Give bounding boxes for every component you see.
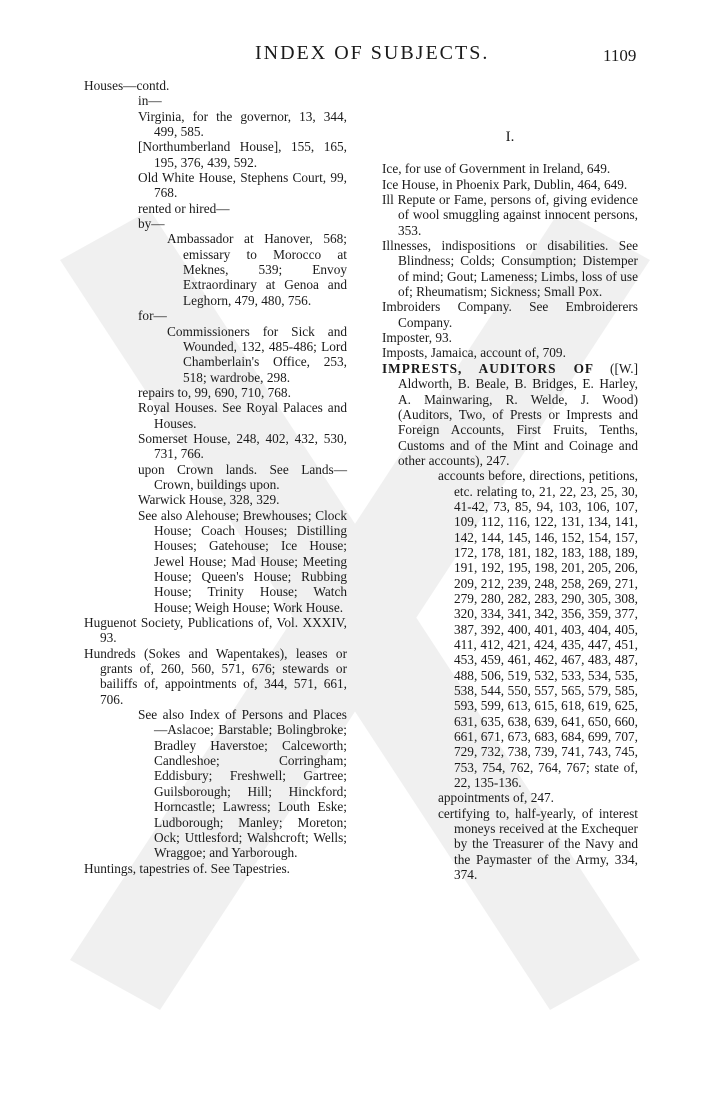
index-entry: Commissioners for Sick and Wounded, 132, 485-486; Lord Chamberlain's Office, 253, 518; wardrobe, 298. (167, 323, 347, 385)
index-entry: Somerset House, 248, 402, 432, 530, 731, 766. (138, 430, 347, 462)
right-entries (382, 161, 638, 882)
index-entry: Ice, for use of Government in Ireland, 649. (382, 161, 611, 177)
running-title: INDEX OF SUBJECTS. (255, 42, 490, 64)
index-entry: Imbroiders Company. See Embroiderers Company. (382, 299, 638, 330)
index-entry: Ice House, in Phoenix Park, Dublin, 464, 649. (382, 176, 628, 192)
index-entry: Old White House, Stephens Court, 99, 768. (138, 170, 347, 201)
index-entry: certifying to, half-yearly, of interest moneys received at the Exchequer by the Treasurer of the Navy and the Paymaster of the Army, 334, 374. (438, 805, 638, 883)
left-column (84, 78, 347, 876)
index-entry-text: ([W.] Aldworth, B. Beale, B. Bridges, E. Harley, A. Mainwaring, R. Welde, J. Wood) (Auditors, Two, of Prests or Imprests and Foreign Accounts, First Fruits, Tenths, Customs and of the Mint and Coinage and other accounts), 247. (398, 360, 638, 468)
index-entry: Ill Repute or Fame, persons of, giving evidence of wool smuggling against innocent persons, 353. (382, 192, 638, 238)
index-entry: by— (138, 216, 165, 232)
index-entry: upon Crown lands. See Lands—Crown, buildings upon. (138, 461, 347, 492)
index-entry: Imposter, 93. (382, 330, 453, 346)
index-entry: [Northumberland House], 155, 165, 195, 376, 439, 592. (138, 139, 347, 170)
index-entry: for— (138, 308, 167, 324)
index-entry: Huntings, tapestries of. See Tapestries. (84, 860, 290, 876)
index-entry (382, 361, 638, 468)
right-column (382, 78, 638, 883)
index-entry: Hundreds (Sokes and Wapentakes), leases or grants of, 260, 560, 571, 676; stewards or bailiffs of, appointments of, 344, 571, 661, 706. (84, 645, 347, 707)
index-entry: in— (138, 93, 162, 109)
index-heading: IMPRESTS, AUDITORS OF (382, 360, 595, 376)
index-entry: Houses—contd. (84, 78, 170, 93)
index-entry: See also Index of Persons and Places—Aslacoe; Barstable; Bolingbroke; Bradley Haverstoe; Calceworth; Candleshoe; Corringham; Eddisbury; Freshwell; Gartree; Guilsborough; Hill; Hinckford; Horncastle; Lawress; Louth Eske; Ludborough; Manley; Moreton; Ock; Uttlesford; Walshcroft; Wells; Wraggoe; and Yarborough. (138, 707, 347, 861)
page-number: 1109 (603, 46, 637, 65)
index-entry: Virginia, for the governor, 13, 344, 499, 585. (138, 108, 347, 140)
index-entry: accounts before, directions, petitions, etc. relating to, 21, 22, 23, 25, 30, 41-42, 73, 85, 94, 103, 106, 107, 109, 112, 116, 122, 131, 134, 141, 142, 144, 145, 146, 152, 154, 157, 172, 178, 181, 182, 183, 188, 189, 191, 192, 195, 198, 201, 205, 206, 209, 212, 239, 248, 258, 269, 271, 279, 280, 282, 283, 290, 305, 308, 320, 334, 341, 342, 356, 359, 377, 387, 392, 400, 401, 403, 404, 405, 411, 412, 421, 424, 435, 447, 451, 453, 459, 461, 462, 467, 483, 487, 488, 506, 519, 532, 533, 534, 535, 538, 544, 550, 557, 565, 579, 585, 593, 599, 613, 615, 618, 619, 625, 631, 635, 638, 639, 641, 650, 660, 661, 671, 673, 683, 684, 699, 707, 729, 732, 738, 739, 741, 743, 745, 753, 754, 762, 764, 767; state of, 22, 135-136. (438, 468, 638, 791)
index-entry: Huguenot Society, Publications of, Vol. XXXIV, 93. (84, 615, 347, 646)
index-entry: Imposts, Jamaica, account of, 709. (382, 345, 566, 361)
page-header (0, 40, 720, 70)
index-entry: Ambassador at Hanover, 568; emissary to Morocco at Meknes, 539; Envoy Extraordinary at Genoa and Leghorn, 479, 480, 756. (167, 231, 347, 308)
index-entry: Royal Houses. See Royal Palaces and Houses. (138, 400, 347, 431)
index-entry: rented or hired— (138, 200, 230, 216)
index-entry: Illnesses, indispositions or disabilities. See Blindness; Colds; Consumption; Distemper of mind; Gout; Lameness; Limbs, loss of use of; Rheumatism; Sickness; Small Pox. (382, 238, 638, 300)
index-entry: repairs to, 99, 690, 710, 768. (138, 384, 291, 400)
index-entry: See also Alehouse; Brewhouses; Clock House; Coach Houses; Distilling Houses; Gatehouse; Ice House; Jewel House; Mad House; Meeting House; Queen's House; Rubbing House; Trinity House; Watch House; Weigh House; Work House. (138, 507, 347, 615)
index-entry: appointments of, 247. (438, 790, 554, 806)
index-entry: Warwick House, 328, 329. (138, 492, 280, 508)
section-letter: I. (505, 129, 515, 145)
